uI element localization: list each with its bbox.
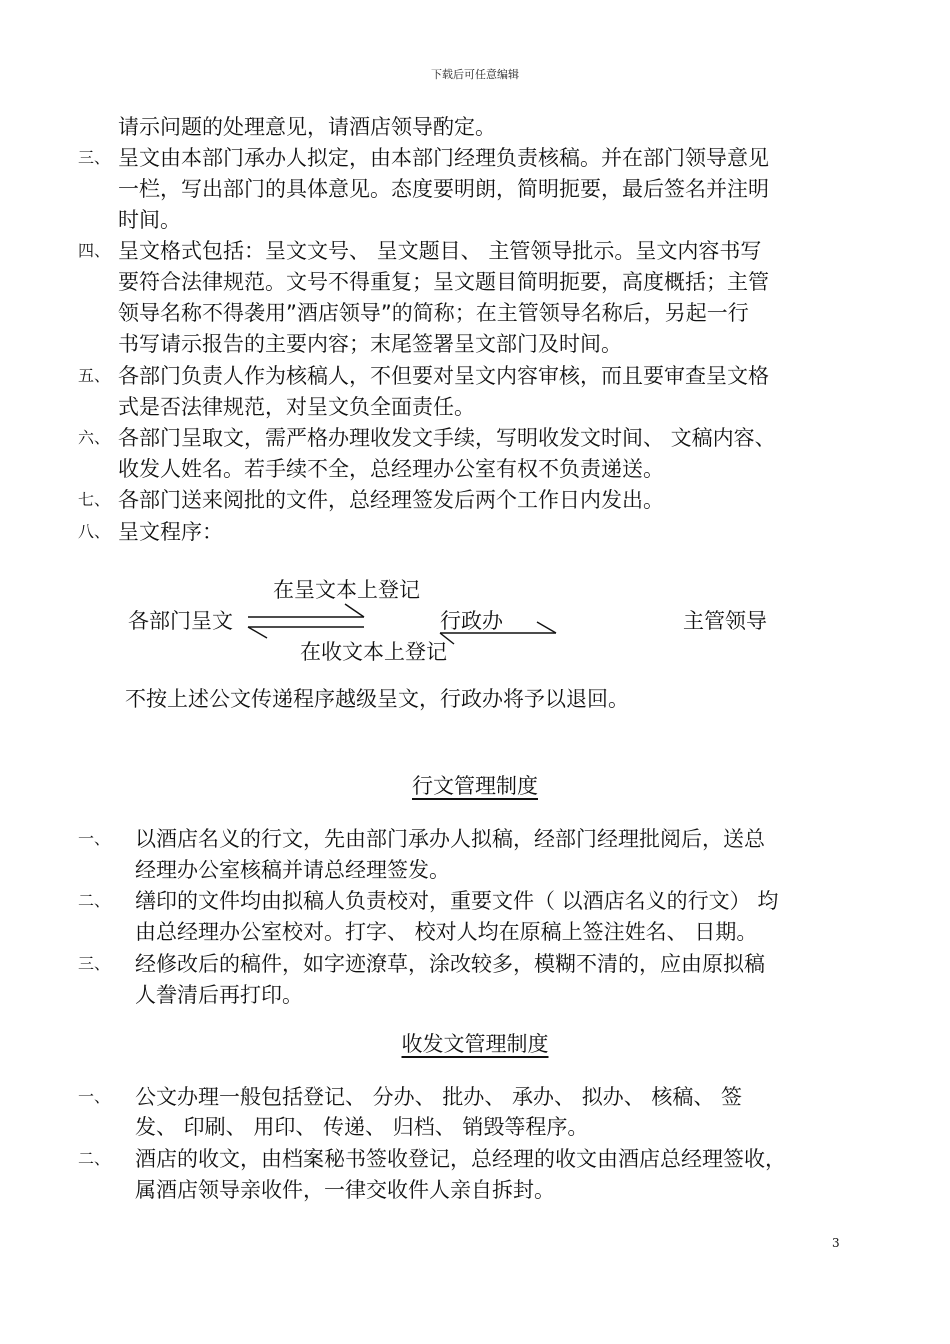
text-line: 人誊清后再打印。 — [135, 983, 303, 1007]
item-number: 三、 — [78, 148, 111, 167]
text-line: 酒店的收文，由档案秘书签收登记，总经理的收文由酒店总经理签收， — [135, 1147, 786, 1171]
text-line: 要符合法律规范。文号不得重复；呈文题目简明扼要，高度概括；主管 — [118, 270, 769, 294]
page-header: 下载后可任意编辑 — [431, 68, 519, 81]
section-title: 收发文管理制度 — [401, 1032, 549, 1056]
flow-bottom-label: 在收文本上登记 — [300, 640, 447, 664]
item-number: 六、 — [78, 428, 111, 447]
arrow-back-head — [248, 627, 267, 638]
section-title: 行文管理制度 — [412, 774, 538, 798]
text-line: 时间。 — [118, 208, 181, 232]
text-line: 书写请示报告的主要内容；末尾签署呈文部门及时间。 — [118, 332, 622, 356]
item-number: 一、 — [78, 829, 111, 848]
text-line: 呈文程序： — [118, 520, 223, 544]
flow-top-label: 在呈文本上登记 — [273, 578, 420, 602]
text-line: 式是否法律规范，对呈文负全面责任。 — [118, 395, 475, 419]
item-number: 五、 — [78, 366, 111, 385]
text-line: 属酒店领导亲收件，一律交收件人亲自拆封。 — [135, 1178, 555, 1202]
text-line: 各部门送来阅批的文件，总经理签发后两个工作日内发出。 — [118, 488, 664, 512]
text-line: 发、 印刷、 用印、 传递、 归档、 销毁等程序。 — [135, 1115, 589, 1139]
text-line: 经理办公室核稿并请总经理签发。 — [135, 858, 450, 882]
text-line: 各部门呈取文，需严格办理收发文手续，写明收发文时间、 文稿内容、 — [118, 426, 776, 450]
flow-left-node: 各部门呈文 — [128, 609, 233, 633]
text-line: 一栏，写出部门的具体意见。态度要明朗，简明扼要，最后签名并注明 — [118, 177, 769, 201]
flow-diagram — [0, 570, 950, 670]
text-line: 缮印的文件均由拟稿人负责校对，重要文件（ 以酒店名义的行文） 均 — [135, 889, 779, 913]
item-number: 四、 — [78, 241, 111, 260]
text-line: 经修改后的稿件，如字迹潦草，涂改较多，模糊不清的，应由原拟稿 — [135, 952, 765, 976]
text-line: 以酒店名义的行文，先由部门承办人拟稿，经部门经理批阅后，送总 — [135, 827, 765, 851]
arrow-middle-tail — [440, 633, 454, 644]
text-line: 由总经理办公室校对。打字、 校对人均在原稿上签注姓名、 日期。 — [135, 920, 758, 944]
flow-middle-node: 行政办 — [440, 609, 503, 633]
arrow-middle-head — [537, 622, 556, 633]
flow-right-node: 主管领导 — [683, 609, 767, 633]
text-line: 收发人姓名。若手续不全，总经理办公室有权不负责递送。 — [118, 457, 664, 481]
item-number: 三、 — [78, 954, 111, 973]
text-line: 公文办理一般包括登记、 分办、 批办、 承办、 拟办、 核稿、 签 — [135, 1085, 743, 1109]
item-number: 二、 — [78, 1149, 111, 1168]
text-line: 各部门负责人作为核稿人，不但要对呈文内容审核，而且要审查呈文格 — [118, 364, 769, 388]
item-number: 八、 — [78, 522, 111, 541]
page-number: 3 — [832, 1236, 840, 1250]
text-line: 领导名称不得袭用”酒店领导”的简称；在主管领导名称后，另起一行 — [118, 301, 749, 325]
text-line: 请示问题的处理意见，请酒店领导酌定。 — [118, 115, 496, 139]
text-line: 呈文格式包括：呈文文号、 呈文题目、 主管领导批示。呈文内容书写 — [118, 239, 762, 263]
arrow-forward-head — [345, 604, 364, 617]
item-number: 七、 — [78, 490, 111, 509]
flow-note: 不按上述公文传递程序越级呈文，行政办将予以退回。 — [125, 687, 629, 711]
item-number: 一、 — [78, 1087, 111, 1106]
flow-arrows — [0, 570, 950, 670]
item-number: 二、 — [78, 891, 111, 910]
text-line: 呈文由本部门承办人拟定，由本部门经理负责核稿。并在部门领导意见 — [118, 146, 769, 170]
